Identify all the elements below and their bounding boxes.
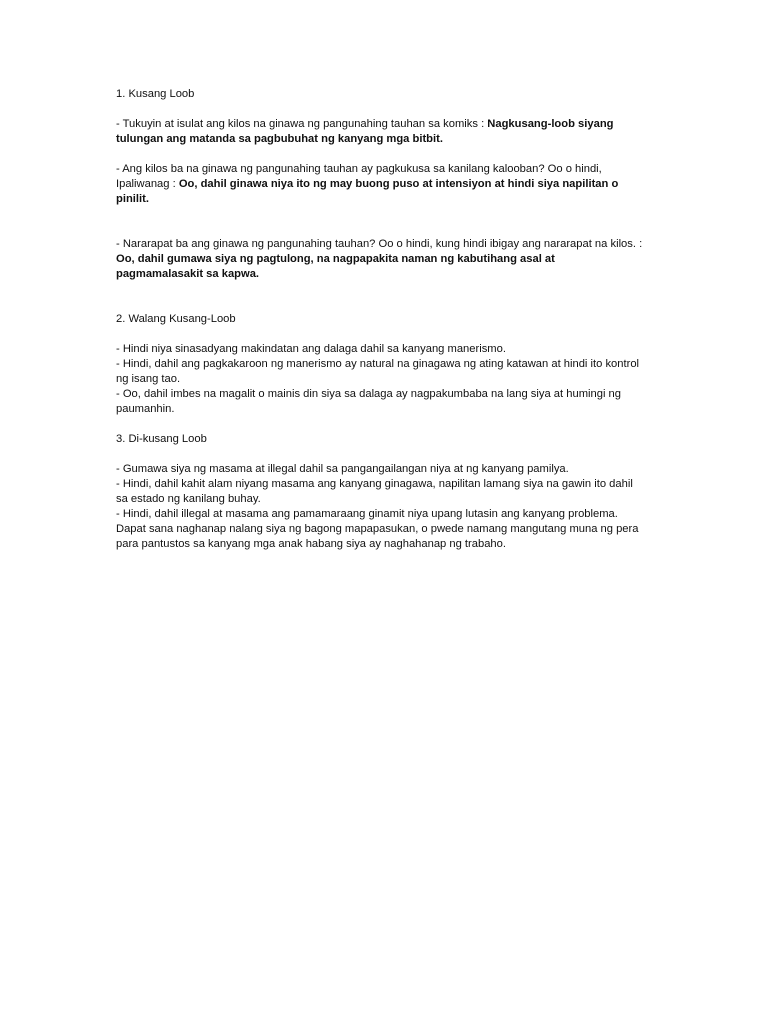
section-2-heading: 2. Walang Kusang-Loob	[116, 313, 236, 325]
section-3-line: - Hindi, dahil illegal at masama ang pamamaraang ginamit niya upang lutasin ang kanyang problema. Dapat sana naghanap nalang siya ng bagong mapapasukan, o pwede namang mangutang muna ng pera para pantustos sa kanyang mga anak habang siya ay naghahanap ng trabaho.	[116, 508, 639, 550]
spacer	[116, 282, 644, 312]
section-2-line: - Oo, dahil imbes na magalit o mainis din siya sa dalaga ay nagpakumbaba na lang siya at humingi ng paumanhin.	[116, 388, 621, 415]
spacer	[116, 147, 644, 162]
spacer	[116, 417, 644, 432]
section-1-question-3	[116, 237, 644, 282]
question-3-answer: Oo, dahil gumawa siya ng pagtulong, na nagpapakita naman ng kabutihang asal at pagmamalasakit sa kapwa.	[116, 253, 555, 280]
spacer	[116, 327, 644, 342]
question-2-answer: Oo, dahil ginawa niya ito ng may buong puso at intensiyon at hindi siya napilitan o pinilit.	[116, 178, 619, 205]
spacer	[116, 102, 644, 117]
section-2-line: - Hindi, dahil ang pagkakaroon ng manerismo ay natural na ginagawa ng ating katawan at hindi ito kontrol ng isang tao.	[116, 358, 640, 385]
spacer	[116, 447, 644, 462]
document-page	[116, 87, 644, 552]
section-3-line: - Hindi, dahil kahit alam niyang masama ang kanyang ginagawa, napilitan lamang siya na gawin ito dahil sa estado ng kanilang buhay.	[116, 478, 633, 505]
spacer	[116, 207, 644, 237]
section-3-line: - Gumawa siya ng masama at illegal dahil sa pangangailangan niya at ng kanyang pamilya.	[116, 463, 569, 475]
question-2-prompt: - Ang kilos ba na ginawa ng pangunahing tauhan ay pagkukusa sa kanilang kalooban? Oo o hindi, Ipaliwanag :	[116, 163, 602, 190]
section-1-heading: 1. Kusang Loob	[116, 88, 195, 100]
section-1-question-2	[116, 162, 644, 207]
section-3-heading: 3. Di-kusang Loob	[116, 433, 207, 445]
question-3-prompt: - Nararapat ba ang ginawa ng pangunahing tauhan? Oo o hindi, kung hindi ibigay ang nararapat na kilos. :	[116, 238, 643, 250]
section-2-line: - Hindi niya sinasadyang makindatan ang dalaga dahil sa kanyang manerismo.	[116, 343, 506, 355]
section-1-question-1	[116, 117, 644, 147]
question-1-answer: Nagkusang-loob siyang tulungan ang matanda sa pagbubuhat ng kanyang mga bitbit.	[116, 118, 614, 145]
question-1-prompt: - Tukuyin at isulat ang kilos na ginawa ng pangunahing tauhan sa komiks :	[116, 118, 488, 130]
